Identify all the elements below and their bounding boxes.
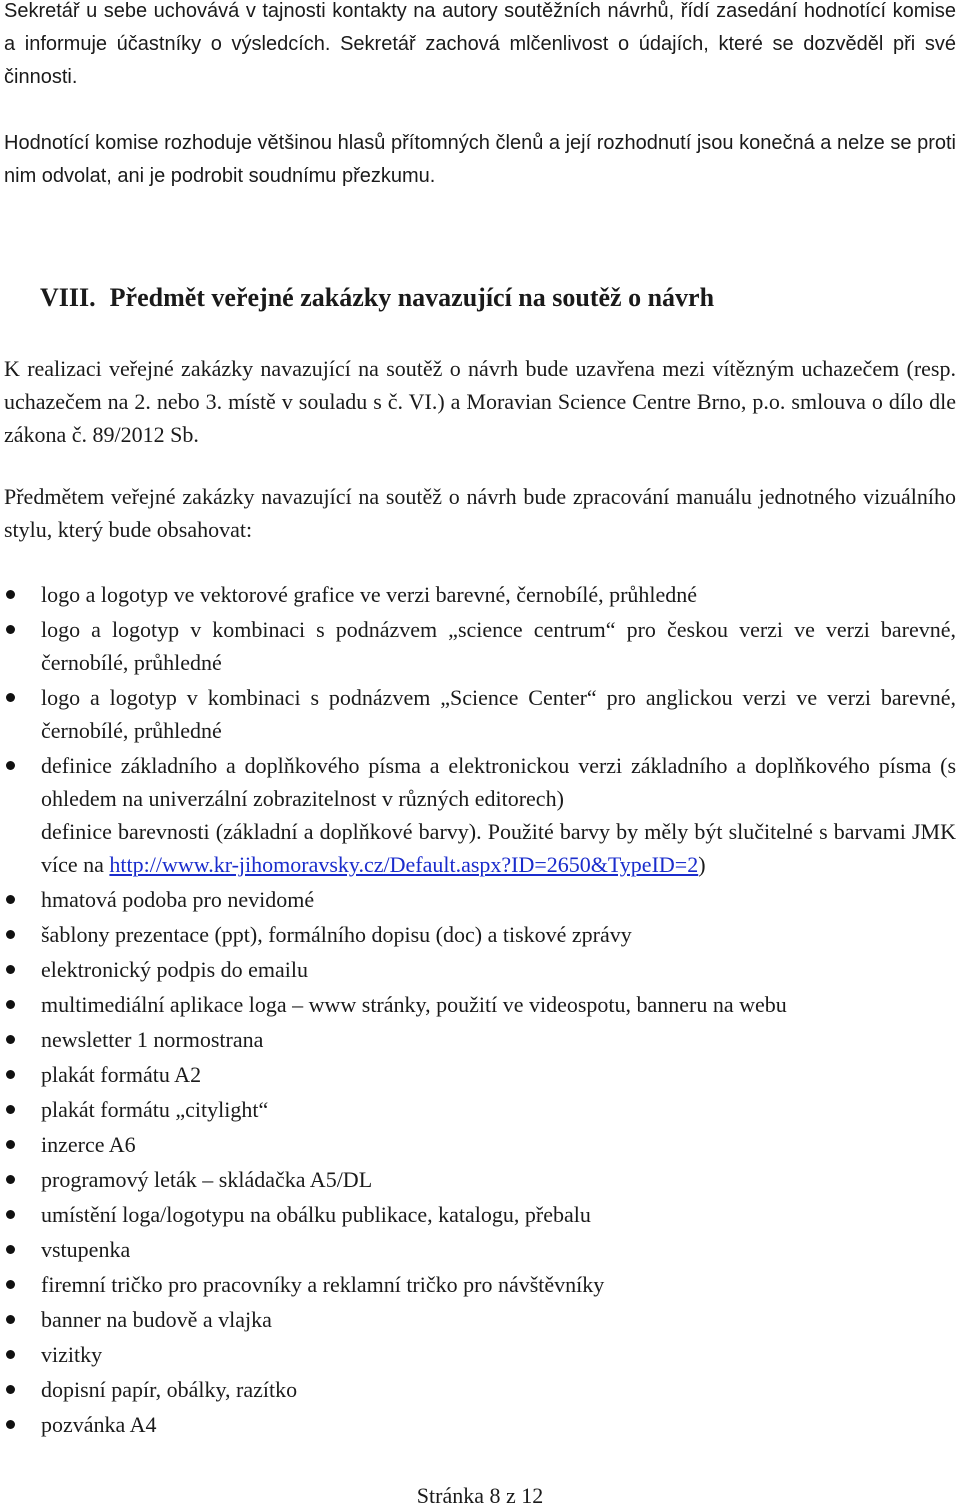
bullet-icon <box>6 895 15 904</box>
section-title: Předmět veřejné zakázky navazující na soutěž o návrh <box>109 283 715 312</box>
list-item: elektronický podpis do emailu <box>0 953 956 986</box>
list-item: logo a logotyp ve vektorové grafice ve verzi barevné, černobílé, průhledné <box>0 578 956 611</box>
paragraph-subject: Předmětem veřejné zakázky navazující na soutěž o návrh bude zpracování manuálu jednotného vizuálního stylu, který bude obsahovat: <box>4 484 956 542</box>
bullet-icon <box>6 1000 15 1009</box>
bullet-icon <box>6 1035 15 1044</box>
list-item: umístění loga/logotypu na obálku publikace, katalogu, přebalu <box>0 1198 956 1231</box>
bullet-icon <box>6 693 15 702</box>
list-item: multimediální aplikace loga – www stránky, použití ve videospotu, banneru na webu <box>0 988 956 1021</box>
bullet-icon <box>6 1350 15 1359</box>
bullet-icon <box>6 1175 15 1184</box>
bullet-icon <box>6 930 15 939</box>
list-item: programový leták – skládačka A5/DL <box>0 1163 956 1196</box>
paragraph-commission: Hodnotící komise rozhoduje většinou hlasů přítomných členů a její rozhodnutí jsou konečná a nelze se proti nim odvolat, ani je podrobit soudnímu přezkumu. <box>4 132 956 187</box>
list-item: hmatová podoba pro nevidomé <box>0 883 956 916</box>
bullet-icon <box>6 1140 15 1149</box>
page-footer: Stránka 8 z 12 <box>416 1483 544 1508</box>
bullet-icon <box>6 1210 15 1219</box>
list-item: definice základního a doplňkového písma a elektronickou verzi základního a doplňkového písma (s ohledem na univerzální zobrazitelnost v různých editorech) <box>0 749 956 815</box>
bullet-icon <box>6 1385 15 1394</box>
deliverables-list <box>0 578 956 1443</box>
list-item: firemní tričko pro pracovníky a reklamní tričko pro návštěvníky <box>0 1268 956 1301</box>
list-item-colors: definice barevnosti (základní a doplňkové barvy). Použité barvy by měly být slučitelné s barvami JMK více na http://www.kr-jihomoravsky.cz/Default.aspx?ID=2650&TypeID=2) <box>41 819 956 877</box>
list-item: logo a logotyp v kombinaci s podnázvem „science centrum“ pro českou verzi ve verzi barevné, černobílé, průhledné <box>0 613 956 679</box>
list-item: plakát formátu „citylight“ <box>0 1093 956 1126</box>
section-heading <box>40 280 714 316</box>
bullet-icon <box>6 1280 15 1289</box>
list-item: vstupenka <box>0 1233 956 1266</box>
bullet-icon <box>6 1105 15 1114</box>
bullet-icon <box>6 1315 15 1324</box>
list-item: newsletter 1 normostrana <box>0 1023 956 1056</box>
bullet-icon <box>6 965 15 974</box>
list-item: vizitky <box>0 1338 956 1371</box>
bullet-icon <box>6 761 15 770</box>
list-item: banner na budově a vlajka <box>0 1303 956 1336</box>
list-item: plakát formátu A2 <box>0 1058 956 1091</box>
section-number: VIII. <box>40 283 96 312</box>
bullet-icon <box>6 625 15 634</box>
list-item: pozvánka A4 <box>0 1408 956 1441</box>
list-item: inzerce A6 <box>0 1128 956 1161</box>
list-item: dopisní papír, obálky, razítko <box>0 1373 956 1406</box>
paragraph-contract: K realizaci veřejné zakázky navazující na soutěž o návrh bude uzavřena mezi vítězným uchazečem (resp. uchazečem na 2. nebo 3. místě v souladu s č. VI.) a Moravian Science Centre Brno, p.o. smlouva o dílo dle zákona č. 89/2012 Sb. <box>4 356 956 447</box>
bullet-icon <box>6 1245 15 1254</box>
bullet-icon <box>6 1070 15 1079</box>
paragraph-secretary: Sekretář u sebe uchovává v tajnosti kontakty na autory soutěžních návrhů, řídí zasedání hodnotící komise a informuje účastníky o výsledcích. Sekretář zachová mlčenlivost o údajích, které se dozvěděl při své činnosti. <box>4 0 956 88</box>
jmk-colors-link[interactable]: http://www.kr-jihomoravsky.cz/Default.aspx?ID=2650&TypeID=2 <box>109 852 699 877</box>
bullet-icon <box>6 590 15 599</box>
list-item: šablony prezentace (ppt), formálního dopisu (doc) a tiskové zprávy <box>0 918 956 951</box>
list-item: logo a logotyp v kombinaci s podnázvem „Science Center“ pro anglickou verzi ve verzi barevné, černobílé, průhledné <box>0 681 956 747</box>
bullet-icon <box>6 1420 15 1429</box>
